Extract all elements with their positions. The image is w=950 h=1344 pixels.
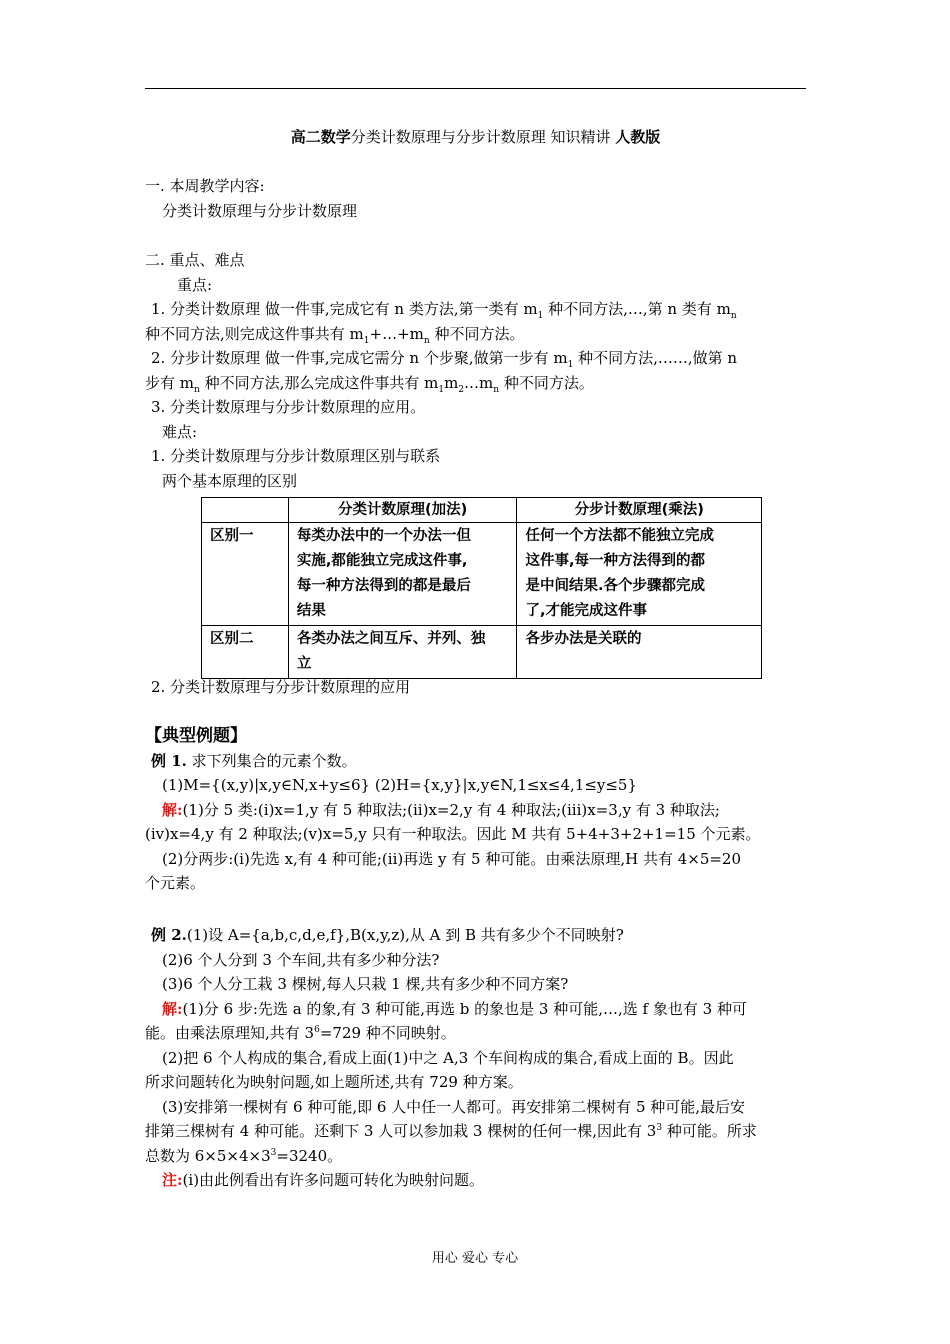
- table-header-cell: 分类计数原理(加法): [288, 498, 517, 523]
- example-2-solution-line1: 解:(1)分 6 步:先选 a 的象,有 3 种可能,再选 b 的象也是 3 种可能,…,选 f 象也有 3 种可: [162, 999, 747, 1018]
- example-2-solution-line2: 能。由乘法原理知,共有 $3^6=729$ 种不同映射。: [145, 1024, 456, 1042]
- key-point-1-line1: 1. 分类计数原理 做一件事,完成它有 n 类方法,第一类有 $m_1$ 种不同方法,…,第 n 类有 $m_n$: [151, 300, 737, 321]
- example-2-question-2: (2)6 个人分到 3 个车间,共有多少种分法?: [162, 950, 440, 969]
- example-2-question-1: 例 2.(1)设 A={a,b,c,d,e,f},B(x,y,z),从 A 到 B 共有多少个不同映射?: [151, 926, 624, 944]
- table-cell: 每类办法中的一个办法一但 实施,都能独立完成这件事, 每一种方法得到的都是最后 结果: [288, 523, 517, 626]
- table-header-row: [202, 498, 762, 523]
- table-header-cell: [202, 498, 289, 523]
- key-point-2-line1: 2. 分步计数原理 做一件事,完成它需分 n 个步聚,做第一步有 $m_1$ 种不同方法,……,做第 n: [151, 349, 738, 370]
- table-cell: 各类办法之间互斥、并列、独 立: [288, 626, 517, 679]
- key-point-3: 3. 分类计数原理与分步计数原理的应用。: [151, 398, 426, 416]
- example-1-solution-line1: 解:(1)分 5 类:(i)x=1,y 有 5 种取法;(ii)x=2,y 有 4 种取法;(iii)x=3,y 有 3 种取法;: [162, 800, 720, 819]
- example-2-solution-line5: (3)安排第一棵树有 6 种可能,即 6 人中任一人都可。再安排第二棵树有 5 种可能,最后安: [162, 1097, 746, 1116]
- table-row: [202, 626, 762, 679]
- key-point-1-line2: 种不同方法,则完成这件事共有 $m_1+\dots+m_n$ 种不同方法。: [145, 324, 525, 346]
- difficulty-1-subtitle: 两个基本原理的区别: [162, 471, 298, 490]
- difficulty-1: 1. 分类计数原理与分步计数原理区别与联系: [151, 447, 441, 465]
- table-cell: 各步办法是关联的: [517, 626, 762, 679]
- example-2-question-3: (3)6 个人分工栽 3 棵树,每人只栽 1 棵,共有多少种不同方案?: [162, 975, 569, 993]
- row-label: 区别一: [202, 523, 289, 626]
- comparison-table: [201, 497, 762, 679]
- section1-content: 分类计数原理与分步计数原理: [162, 201, 358, 220]
- row-label: 区别二: [202, 626, 289, 679]
- example-2-solution-line4: 所求问题转化为映射问题,如上题所述,共有 729 种方案。: [145, 1073, 523, 1091]
- example-1-question: (1)M={(x,y)|x,y∈N,x+y≤6} (2)H={x,y}|x,y∈N,1≤x≤4,1≤y≤5}: [162, 776, 638, 794]
- examples-section: [145, 724, 810, 896]
- header-rule: [145, 88, 806, 89]
- difficulty-2: 2. 分类计数原理与分步计数原理的应用: [151, 678, 411, 696]
- table-header-cell: 分步计数原理(乘法): [517, 498, 762, 523]
- example-2-solution-line3: (2)把 6 个人构成的集合,看成上面(1)中之 A,3 个车间构成的集合,看成上面的 B。因此: [162, 1048, 734, 1067]
- section-teaching-content: [145, 174, 810, 223]
- title-edition: 人教版: [615, 128, 661, 146]
- section-key-points: [145, 248, 810, 493]
- title-subject: 高二数学: [290, 128, 351, 146]
- key-point-2-line2: 步有 $m_n$ 种不同方法,那么完成这件事共有 $m_1m_2\dots m_n$ 种不同方法。: [145, 373, 594, 395]
- example-1-solution-line4: 个元素。: [145, 874, 206, 892]
- example-2-solution-line7: 总数为 $6\times 5\times 4\times 3^3=3240$。: [145, 1146, 343, 1165]
- section1-heading: 一. 本周教学内容:: [145, 177, 265, 195]
- example-2-solution-line6: 排第三棵树有 4 种可能。还剩下 3 人可以参加栽 3 棵树的任何一棵,因此有 $3^3$ 种可能。所求: [145, 1122, 757, 1140]
- title-topic: 分类计数原理与分步计数原理 知识精讲: [350, 128, 616, 146]
- example-1-prompt: 例 1. 求下列集合的元素个数。: [151, 751, 357, 770]
- example-1-solution-line2: (iv)x=4,y 有 2 种取法;(v)x=5,y 只有一种取法。因此 M 共有 5+4+3+2+1=15 个元素。: [145, 825, 761, 843]
- difficulty-2-block: [145, 675, 810, 700]
- page-footer: 用心 爱心 专心: [431, 1251, 519, 1266]
- table-cell: 任何一个方法都不能独立完成 这件事,每一种方法得到的都 是中间结果.各个步骤都完成 了,才能完成这件事: [517, 523, 762, 626]
- page-title: [145, 126, 806, 148]
- example-2-section: [145, 923, 810, 1193]
- key-label: 重点:: [177, 275, 213, 294]
- example-1-solution-line3: (2)分两步:(i)先选 x,有 4 种可能;(ii)再选 y 有 5 种可能。由乘法原理,H 共有 4×5=20: [162, 849, 742, 868]
- difficulty-label: 难点:: [162, 422, 198, 441]
- examples-heading: 【典型例题】: [145, 726, 247, 746]
- example-2-note: 注:(i)由此例看出有许多问题可转化为映射问题。: [162, 1171, 485, 1189]
- section2-heading: 二. 重点、难点: [145, 251, 245, 269]
- table-row: [202, 523, 762, 626]
